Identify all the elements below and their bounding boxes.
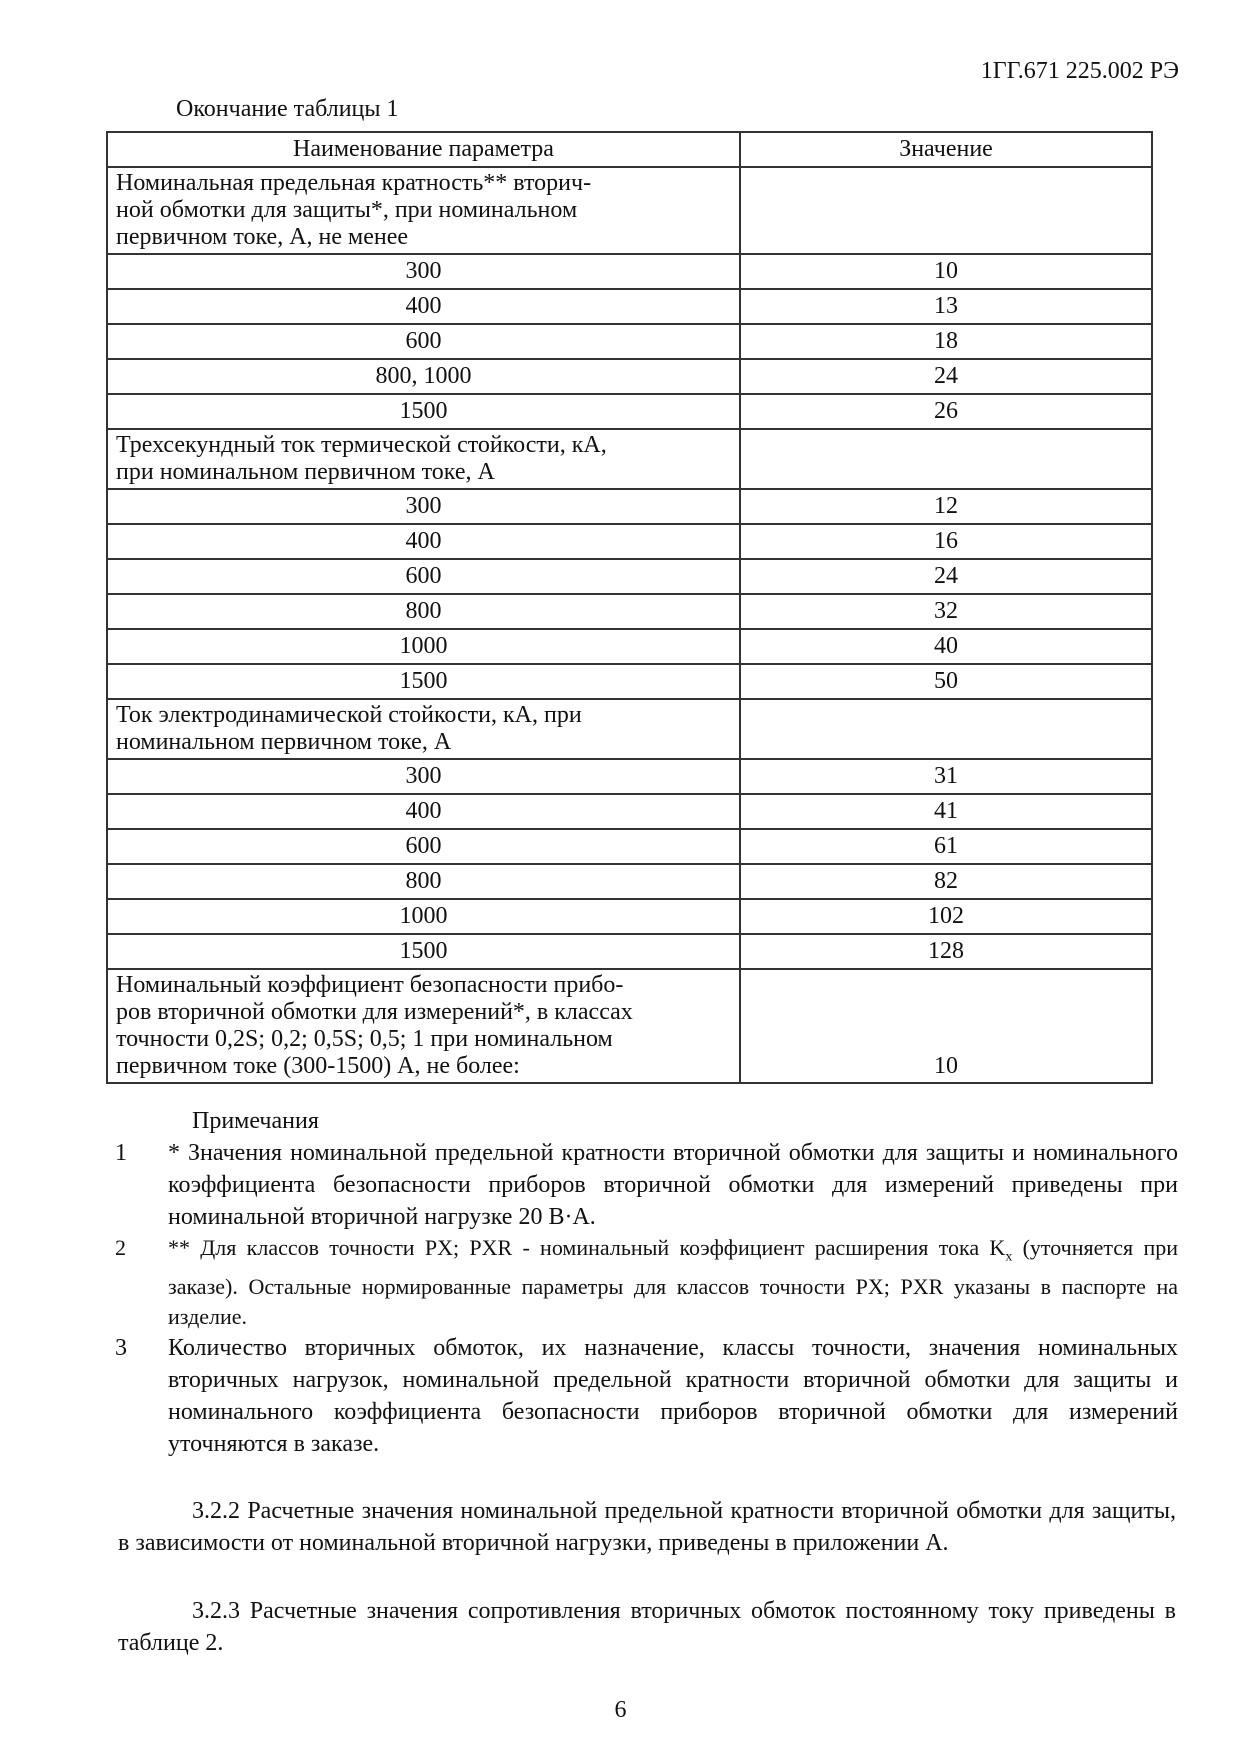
value-cell: 26 (740, 394, 1152, 429)
value-cell: 13 (740, 289, 1152, 324)
subscript: x (1005, 1249, 1013, 1265)
table-row (107, 864, 1152, 899)
group-title-row (107, 699, 1152, 759)
value-cell: 40 (740, 629, 1152, 664)
table-row (107, 524, 1152, 559)
param-cell: 300 (107, 489, 740, 524)
paragraph-3-2-2 (118, 1495, 1176, 1559)
title-line: Трехсекундный ток термической стойкости, кА, (116, 432, 607, 458)
table-row (107, 289, 1152, 324)
title-line: первичном токе, А, не менее (116, 224, 409, 250)
paragraph-3-2-3 (118, 1595, 1176, 1659)
table-caption: Окончание таблицы 1 (176, 96, 399, 122)
value-cell: 82 (740, 864, 1152, 899)
title-line: номинальном первичном токе, А (116, 729, 452, 755)
value-cell: 128 (740, 934, 1152, 969)
param-cell: 1000 (107, 899, 740, 934)
note-number: 3 (115, 1335, 127, 1362)
param-cell: 600 (107, 829, 740, 864)
value-cell: 12 (740, 489, 1152, 524)
note-item (110, 1332, 1178, 1460)
note-text: * Значения номинальной предельной кратности вторичной обмотки для защиты и номинального коэффициента безопасности приборов вторичной обмотки для измерений приведены при номинальной вторичной нагрузке 20 В·А. (168, 1140, 1178, 1230)
title-line: Номинальный коэффициент безопасности прибо- (116, 972, 624, 998)
table-row (107, 934, 1152, 969)
note-number: 1 (115, 1140, 127, 1166)
table-row (107, 759, 1152, 794)
param-cell: 300 (107, 254, 740, 289)
table-row (107, 899, 1152, 934)
param-cell: 400 (107, 524, 740, 559)
group-title (107, 699, 740, 759)
group-title (107, 969, 740, 1083)
group-title (107, 167, 740, 254)
group-value-empty (740, 167, 1152, 254)
paragraph-text: 3.2.3 Расчетные значения сопротивления вторичных обмоток постоянному току приведены в таблице 2. (118, 1598, 1176, 1656)
value-cell: 41 (740, 794, 1152, 829)
group-title-row (107, 429, 1152, 489)
note-item (110, 1137, 1178, 1233)
table-row (107, 489, 1152, 524)
param-cell: 1500 (107, 664, 740, 699)
value-cell: 16 (740, 524, 1152, 559)
param-cell: 800 (107, 594, 740, 629)
value-cell: 50 (740, 664, 1152, 699)
note-text-part: (уточняется при заказе). Остальные нормированные параметры для классов точности PX; PXR указаны в паспорте на изделие. (168, 1235, 1178, 1330)
document-code: 1ГГ.671 225.002 РЭ (980, 58, 1179, 84)
table-row (107, 324, 1152, 359)
column-header-parameter: Наименование параметра (107, 132, 740, 167)
group-value-empty (740, 429, 1152, 489)
table-row (107, 254, 1152, 289)
table-row (107, 394, 1152, 429)
note-text: Количество вторичных обмоток, их назначение, классы точности, значения номинальных вторичных нагрузок, номинальной предельной кратности вторичной обмотки для защиты и номинального коэффициента безопасности приборов вторичной обмотки для измерений уточняются в заказе. (168, 1335, 1178, 1458)
note-item (110, 1233, 1178, 1332)
parameters-table (106, 131, 1153, 1084)
param-cell: 1500 (107, 394, 740, 429)
value-cell: 102 (740, 899, 1152, 934)
title-line: при номинальном первичном токе, А (116, 459, 495, 485)
param-cell: 300 (107, 759, 740, 794)
param-cell: 400 (107, 794, 740, 829)
value-cell: 18 (740, 324, 1152, 359)
paragraph-text: 3.2.2 Расчетные значения номинальной предельной кратности вторичной обмотки для защиты, в зависимости от номинальной вторичной нагрузки, приведены в приложении А. (118, 1498, 1176, 1556)
title-line: точности 0,2S; 0,2; 0,5S; 0,5; 1 при номинальном (116, 1026, 613, 1052)
title-line: Ток электродинамической стойкости, кА, при (116, 702, 582, 728)
param-cell: 800 (107, 864, 740, 899)
value-cell: 32 (740, 594, 1152, 629)
param-cell: 400 (107, 289, 740, 324)
group-title-row (107, 167, 1152, 254)
table-row (107, 559, 1152, 594)
table-row (107, 359, 1152, 394)
note-text (168, 1233, 1178, 1332)
title-line: ной обмотки для защиты*, при номинальном (116, 197, 578, 223)
note-number: 2 (115, 1235, 126, 1260)
param-cell: 1000 (107, 629, 740, 664)
notes-title: Примечания (192, 1108, 319, 1134)
value-cell: 24 (740, 559, 1152, 594)
value-cell: 10 (740, 254, 1152, 289)
value-cell: 10 (740, 969, 1152, 1083)
title-line: ров вторичной обмотки для измерений*, в классах (116, 999, 633, 1025)
group-title (107, 429, 740, 489)
param-cell: 800, 1000 (107, 359, 740, 394)
table-row (107, 794, 1152, 829)
group-title-row (107, 969, 1152, 1083)
table-row (107, 829, 1152, 864)
column-header-value: Значение (740, 132, 1152, 167)
table-row (107, 594, 1152, 629)
group-value-empty (740, 699, 1152, 759)
table-header-row (107, 132, 1152, 167)
param-cell: 600 (107, 559, 740, 594)
param-cell: 1500 (107, 934, 740, 969)
page-number: 6 (614, 1697, 627, 1723)
table-row (107, 629, 1152, 664)
title-line: Номинальная предельная кратность** вторич- (116, 170, 592, 196)
value-cell: 24 (740, 359, 1152, 394)
note-text-part: ** Для классов точности PX; PXR - номинальный коэффициент расширения тока K (168, 1235, 1006, 1260)
table-row (107, 664, 1152, 699)
value-cell: 61 (740, 829, 1152, 864)
value-cell: 31 (740, 759, 1152, 794)
notes-section (110, 1105, 1178, 1460)
title-line: первичном токе (300-1500) А, не более: (116, 1053, 520, 1079)
param-cell: 600 (107, 324, 740, 359)
